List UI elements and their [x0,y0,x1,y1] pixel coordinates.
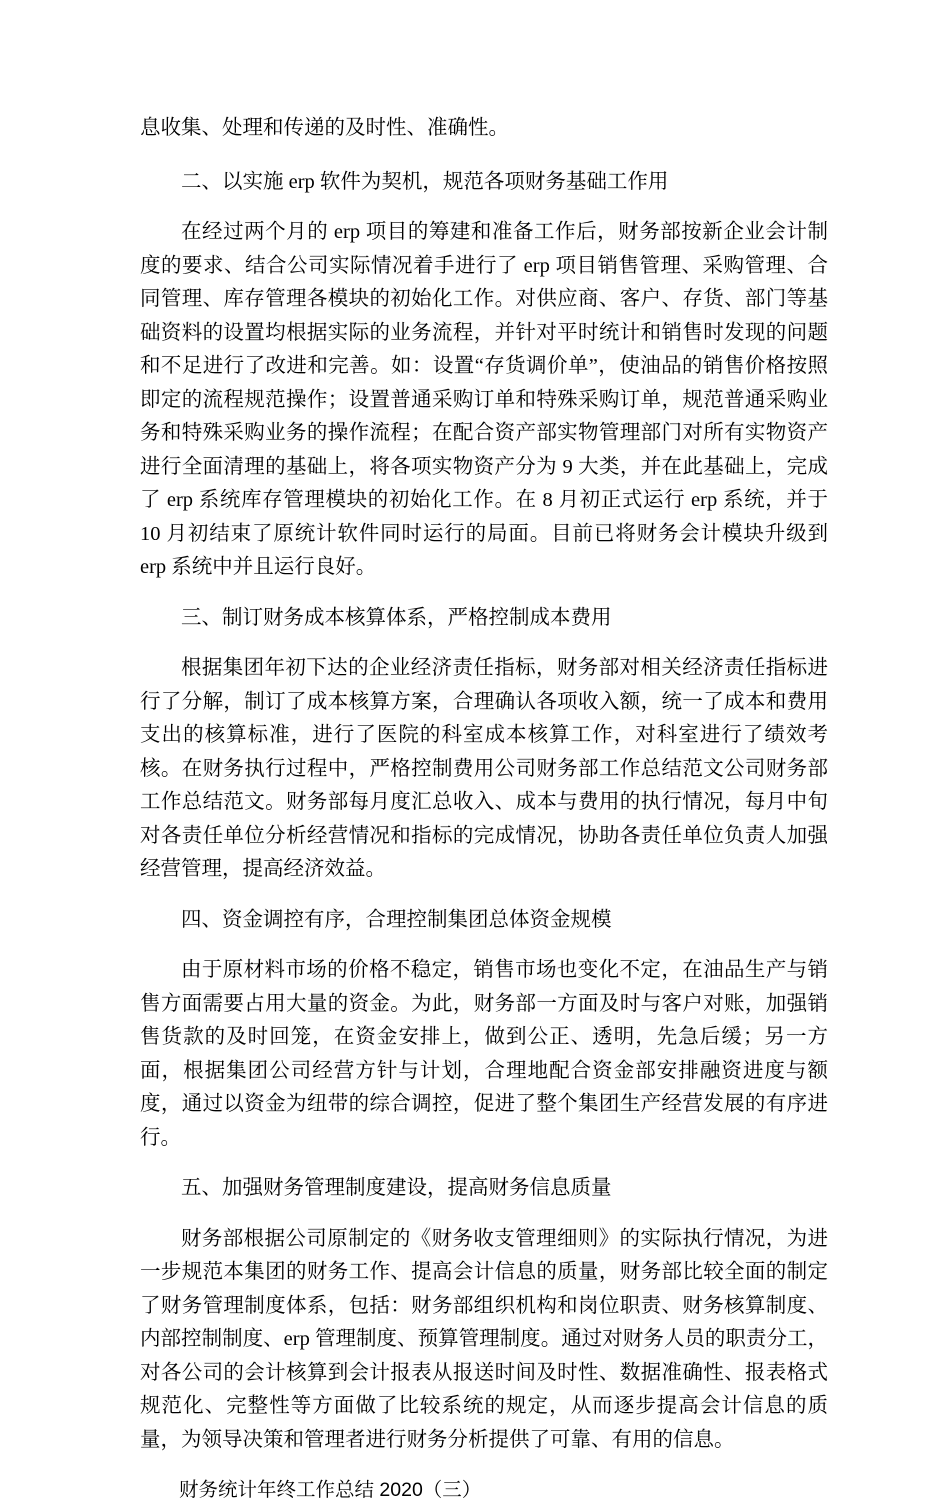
section-body-three: 根据集团年初下达的企业经济责任指标，财务部对相关经济责任指标进行了分解，制订了成本核算方案，合理确认各项收入额，统一了成本和费用支出的核算标准，进行了医院的科室成本核算工作，对科室进行了绩效考核。在财务执行过程中，严格控制费用公司财务部工作总结范文公司财务部工作总结范文。财务部每月度汇总收入、成本与费用的执行情况，每月中旬对各责任单位分析经营情况和指标的完成情况，协助各责任单位负责人加强经营管理，提高经济效益。 [140,657,828,880]
section-heading-five: 五、加强财务管理制度建设，提高财务信息质量 [181,1177,612,1199]
section-body-five: 财务部根据公司原制定的《财务收支管理细则》的实际执行情况，为进一步规范本集团的财务工作、提高会计信息的质量，财务部比较全面的制定了财务管理制度体系，包括：财务部组织机构和岗位职责、财务核算制度、内部控制制度、erp 管理制度、预算管理制度。通过对财务人员的职责分工，对各公司的会计核算到会计报表从报送时间及时性、数据准确性、报表格式规范化、完整性等方面做了比较系统的规定，从而逐步提高会计信息的质量，为领导决策和管理者进行财务分析提供了可靠、有用的信息。 [140,1227,828,1451]
section-heading-four: 四、资金调控有序，合理控制集团总体资金规模 [181,908,612,931]
section-body-four: 由于原材料市场的价格不稳定，销售市场也变化不定，在油品生产与销售方面需要占用大量的资金。为此，财务部一方面及时与客户对账，加强销售货款的及时回笼，在资金安排上，做到公正、透明，先急后缓；另一方面，根据集团公司经营方针与计划，合理地配合资金部安排融资进度与额度，通过以资金为纽带的综合调控，促进了整个集团生产经营发展的有序进行。 [140,959,828,1149]
section-heading-three: 三、制订财务成本核算体系，严格控制成本费用 [181,606,612,629]
document-body [140,112,828,1507]
next-document-title: 财务统计年终工作总结 2020（三） [179,1479,482,1501]
section-body-two: 在经过两个月的 erp 项目的筹建和准备工作后，财务部按新企业会计制度的要求、结合公司实际情况着手进行了 erp 项目销售管理、采购管理、合同管理、库存管理各模块的初始化工作。对供应商、客户、存货、部门等基础资料的设置均根据实际的业务流程，并针对平时统计和销售时发现的问题和不足进行了改进和完善。如：设置“存货调价单”，使油品的销售价格按照即定的流程规范操作；设置普通采购订单和特殊采购订单，规范普通采购业务和特殊采购业务的操作流程；在配合资产部实物管理部门对所有实物资产进行全面清理的基础上，将各项实物资产分为 9 大类，并在此基础上，完成了 erp 系统库存管理模块的初始化工作。在 8 月初正式运行 erp 系统，并于 10 月初结束了原统计软件同时运行的局面。目前已将财务会计模块升级到 erp 系统中并且运行良好。 [140,221,828,578]
paragraph-continuation: 息收集、处理和传递的及时性、准确性。 [140,117,509,139]
section-heading-two: 二、以实施 erp 软件为契机，规范各项财务基础工作用 [181,170,669,193]
